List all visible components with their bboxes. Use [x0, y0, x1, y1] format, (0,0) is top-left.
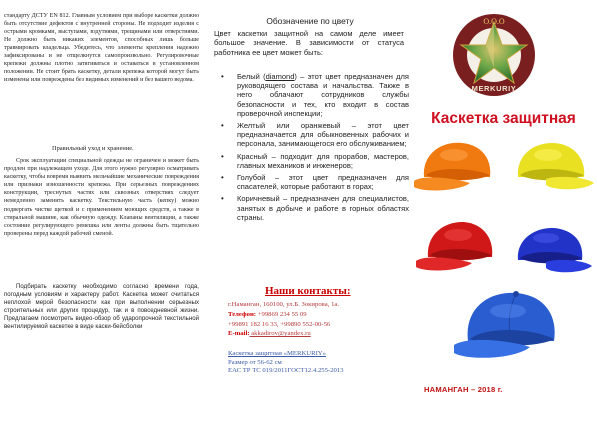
choice-paragraph: Подбирать каскетку необходимо согласно времени года, погодным условиям и характеру работ. Каскетка может считаться неплохой мерой безопасности как при выполнении серьезных строительных или других процедур, так и в повседневной жизни. Предлагаем посмотреть видео-обзор об ударопрочной текстильной вентилируемой каскетке в виде каски-бейсболки	[4, 283, 199, 331]
yellow-cap-image	[506, 137, 596, 199]
middle-column	[205, 0, 410, 423]
email-label: E-mail:	[228, 330, 250, 338]
product-info	[228, 350, 408, 376]
left-column	[0, 0, 205, 423]
product-standard: ЕАС ТР ТС 019/2011ГОСТ12.4.255-2013	[228, 367, 344, 375]
city-year: НАМАНГАН – 2018 г.	[424, 385, 503, 394]
color-item-highlight: diamond	[265, 72, 295, 81]
address: г.Наманган, 160100, ул.Б. Зокирова, 1а.	[228, 301, 340, 308]
color-item-brown	[213, 194, 409, 222]
color-item-text: Белый (	[237, 72, 266, 81]
phone-number[interactable]: +99869 234 55 09	[256, 310, 307, 318]
color-item-text: ) – этот цвет предназначен для руководящего состава и начальства. Также в него облачают сотрудников службы безопасности и тех, кто входит в состав проверочной инспекции;	[237, 72, 409, 118]
red-cap-image	[414, 215, 502, 277]
bullet-icon: •	[221, 121, 224, 131]
color-section-intro: Цвет каскетки защитной на самом деле имеет большое значение. В зависимости от статуса работника ее цвет может быть:	[214, 29, 404, 57]
contacts-heading: Наши контакты:	[265, 285, 351, 297]
blue-cap-image	[506, 222, 594, 278]
email-line	[228, 329, 408, 339]
care-paragraph: Срок эксплуатации специальной одежды не ограничен и может быть продлен при надлежащем уходе. Для этого нужно регулярно осматривать каскетку, чтобы вовремя выявить мельчайшие механические повреждения или признаки изношенности крепежа. При серьезных повреждениях конструкции, треснутых частях или сквозных отверстиях следует немедленно заменить каскетку. Текстильную часть (кепку) можно подвергать чистке щеткой и с применением моющих средств, а также в стиральной машине, как обычную одежду. Клапаны вентиляции, а также состояние регулирующего ремешка или ленты должны быть тщательно проверены перед каждой рабочей сменой.	[4, 158, 199, 237]
bullet-icon: •	[221, 173, 224, 183]
logo-top-text: O.O.O	[483, 17, 505, 26]
color-item-white	[213, 72, 409, 118]
color-item-red	[213, 152, 409, 170]
contacts-block	[228, 300, 408, 339]
logo-bottom-text: MERKURIY	[471, 84, 517, 93]
color-item-text: Коричневый – предназначен для специалистов, занятых в добыче и работе в горных областях страны.	[237, 194, 409, 222]
color-list	[213, 72, 409, 225]
product-name: Каскетка защитная «MERKURIY»	[228, 350, 326, 357]
product-title: Каскетка защитная	[431, 110, 576, 127]
phone-line	[228, 310, 408, 320]
phone-label: Телефон:	[228, 310, 257, 318]
care-heading: Правильный уход и хранение.	[52, 145, 134, 152]
phone-numbers[interactable]: +99891 182 16 33, +99890 552-00-56	[228, 320, 331, 328]
product-size: Размер от 56-62 см	[228, 358, 282, 366]
color-item-blue	[213, 173, 409, 191]
bullet-icon: •	[221, 151, 224, 161]
orange-cap-image	[410, 137, 502, 199]
color-item-text: Красный – подходит для прорабов, мастеров, главных механиков и инженеров;	[237, 151, 409, 170]
merkuriy-logo	[450, 12, 538, 98]
right-column	[410, 0, 597, 423]
phone-line-2	[228, 320, 408, 330]
large-blue-cap-image	[450, 285, 568, 367]
color-item-text: Желтый или оранжевый – этот цвет предназначается для обыкновенных рабочих и персонала, занимающегося его обслуживанием;	[237, 121, 409, 149]
selection-paragraph: стандарту ДСТУ EN 812. Главным условием при выборе каскетки должно быть отсутствие дефектов с внутренней стороны. Не подходит изделия с острыми кромками, выступами, вздутиями, трещинами или отверстиями. Не должно быть никаких элементов, способных лишь больше травмировать владельца. Убедитесь, что элементы крепления надежно зафиксированы и не отщелкнутся самопроизвольно. Регулировочные крепежи должны плотно затягиваться и оставаться в установленном положении. Не стоит брать каскетку, детали крепежа которой могут быть изменены или повреждены без видимых изменений и без вашего ведома.	[4, 13, 199, 84]
color-item-yellow-orange	[213, 121, 409, 149]
color-section-title: Обозначение по цвету	[266, 16, 354, 26]
bullet-icon: •	[221, 194, 224, 204]
bullet-icon: •	[221, 72, 224, 81]
email-link[interactable]: akkadirov@yandex.ru	[249, 330, 311, 338]
color-item-text: Голубой – этот цвет предназначен для спасателей, которые работают в горах;	[237, 173, 409, 192]
